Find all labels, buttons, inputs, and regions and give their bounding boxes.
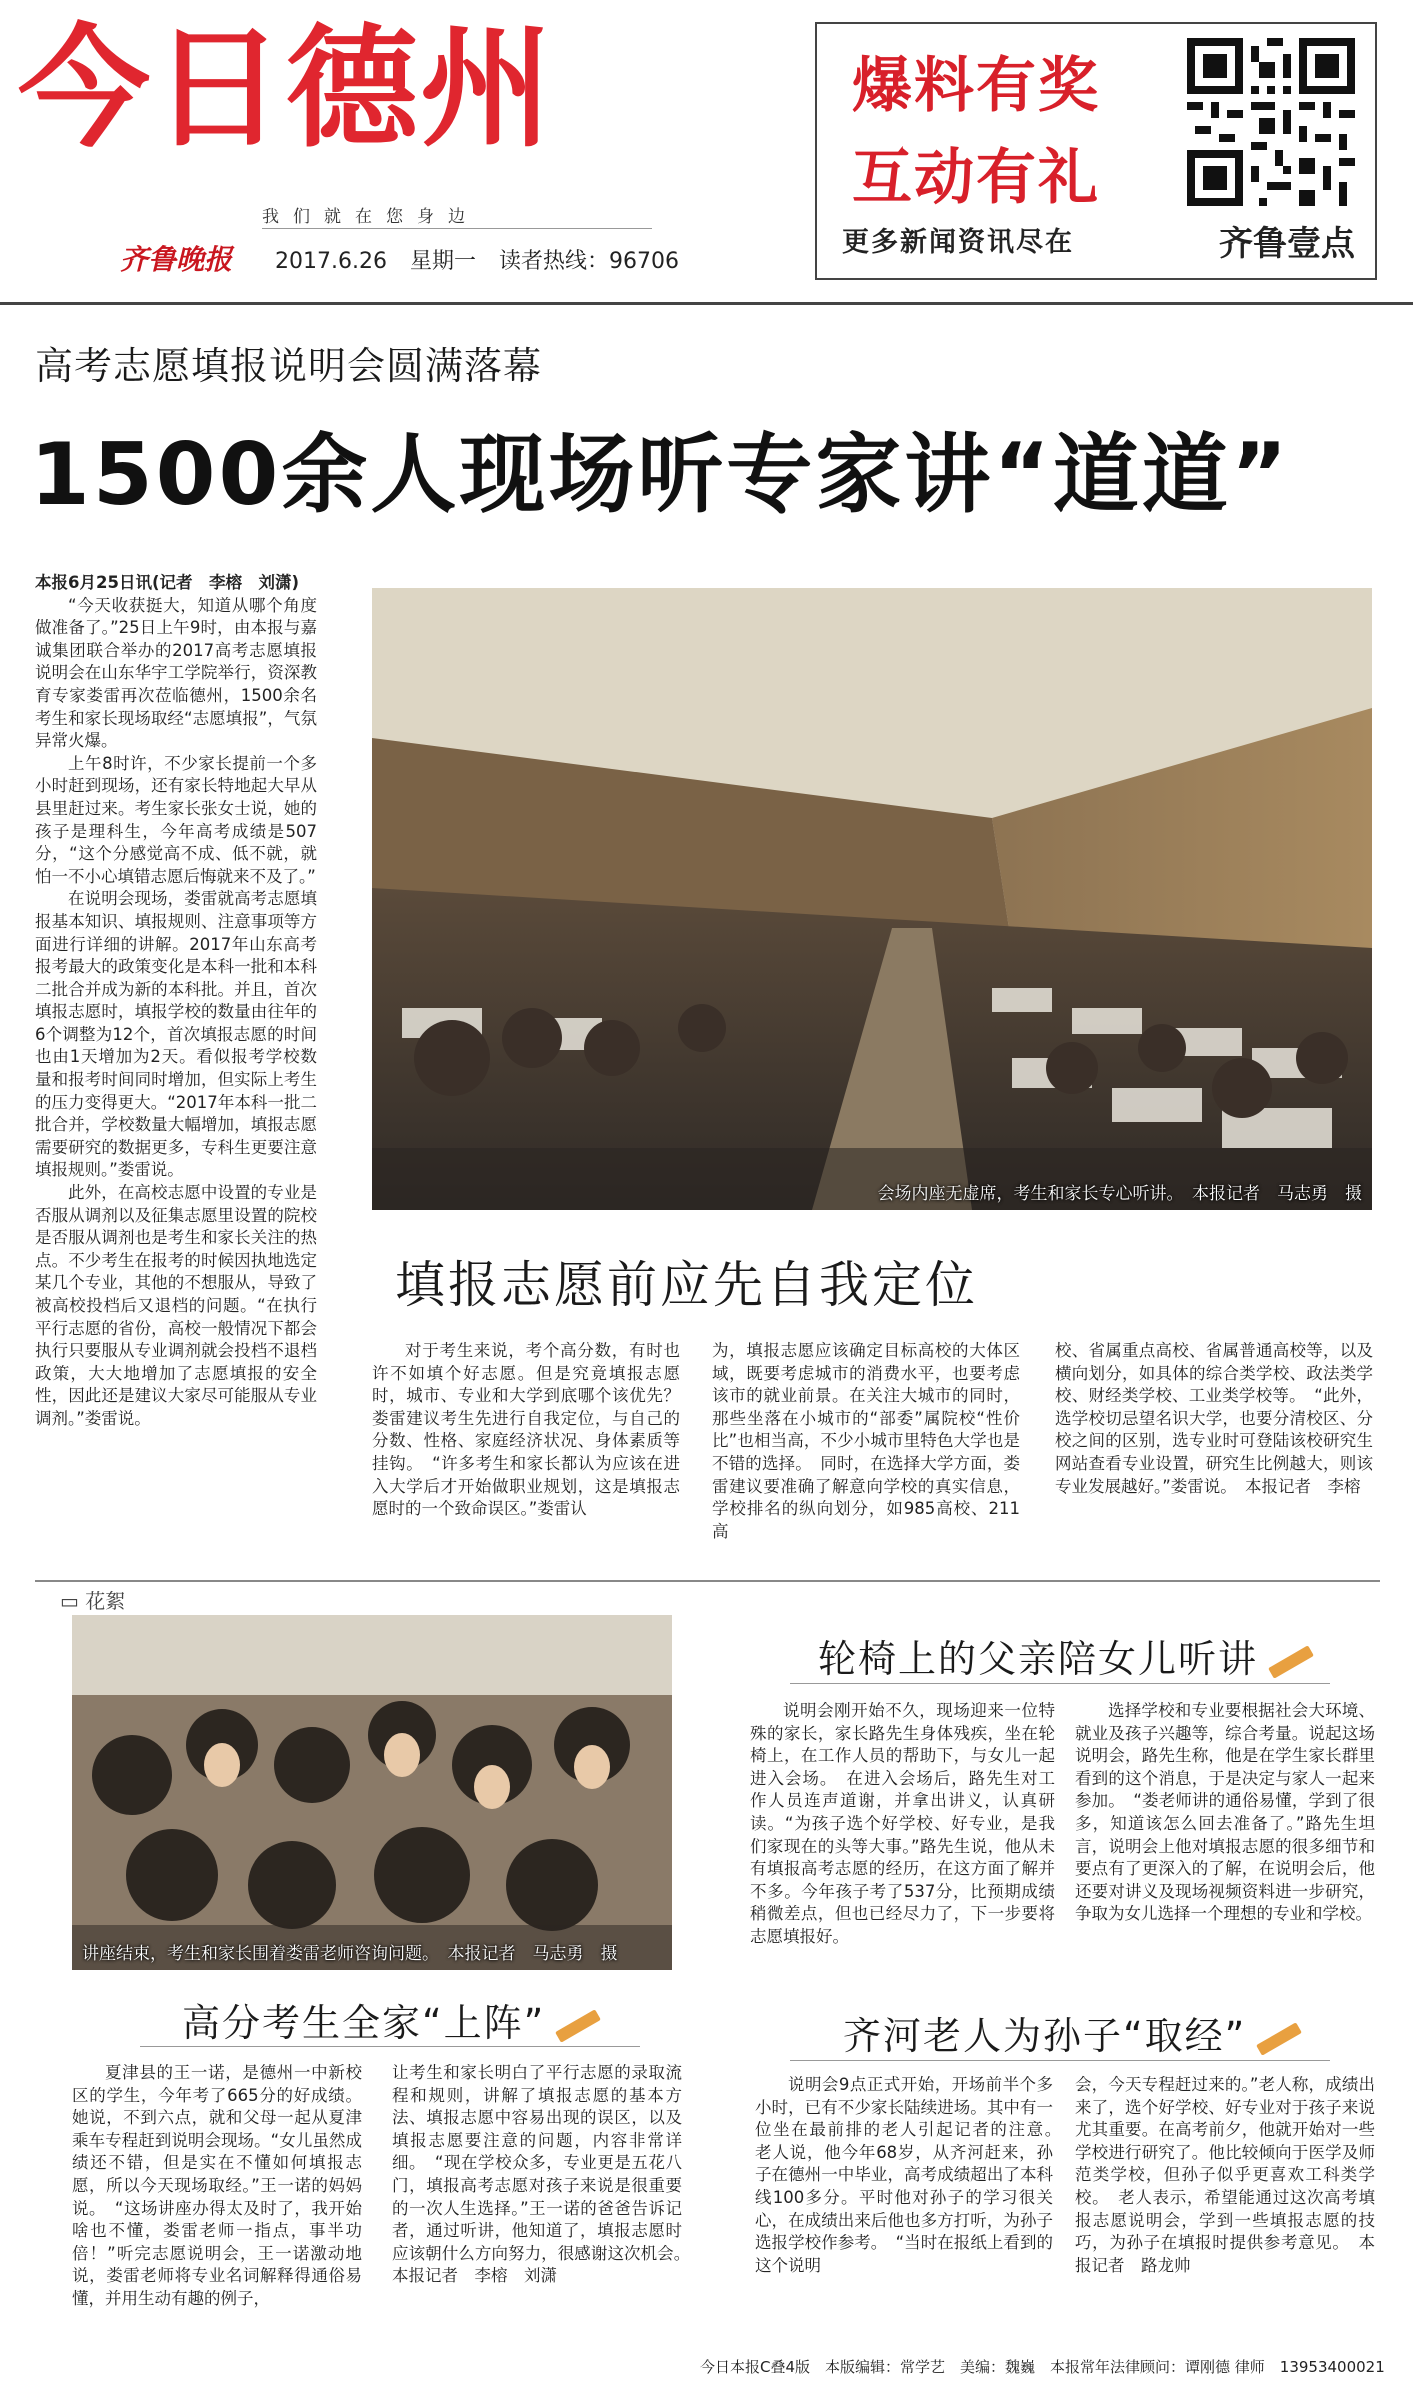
story-family-column-2 <box>392 2062 699 2347</box>
lead-paragraph: 上午8时许，不少家长提前一个多小时赶到现场，还有家长特地起大早从县里赶过来。考生家长张女士说，她的孩子是理科生，今年高考成绩是507分，“这个分感觉高不成、低不就，就怕一不小心填错志愿后悔就来不及了。” <box>35 753 317 886</box>
lead-byline: 本报6月25日讯(记者 李榕 刘潇) <box>35 573 300 592</box>
story-grandpa-column-2 <box>1075 2074 1375 2344</box>
masthead-divider <box>262 228 652 229</box>
huaxu-photo <box>72 1615 672 1970</box>
lead-photo <box>372 588 1372 1210</box>
promo-ad-box <box>815 22 1377 280</box>
story-wheelchair-text: 说明会刚开始不久，现场迎来一位特殊的家长，家长路先生身体残疾，坐在轮椅上，在工作人员的帮助下，与女儿一起进入会场。 在进入会场后，路先生对工作人员连声道谢，并拿出讲义，认真研读。“为孩子选个好学校、好专业，是我们家现在的头等大事。”路先生说，他从未有填报高考志愿的经历，在这方面了解并不多。今年孩子考了537分，比预期成绩稍微差点，但也已经尽力了，下一步要将志愿填报好。 <box>750 1701 1055 1946</box>
story-family-title-text: 高分考生全家“上阵” <box>182 2001 546 2045</box>
publication-name: 齐鲁晚报 <box>120 243 233 276</box>
ad-line-2: 互动有礼 <box>852 143 1100 213</box>
lead-subhead: 高考志愿填报说明会圆满落幕 <box>35 344 543 388</box>
story-family-underline <box>140 2046 640 2047</box>
pencil-icon <box>1268 1645 1314 1678</box>
pencil-icon <box>555 2009 601 2042</box>
story-family-title <box>182 1992 601 2047</box>
masthead-slogan: 我们就在您身边 <box>262 207 479 227</box>
section1-column-2 <box>712 1340 1020 1555</box>
qr-code-icon[interactable] <box>1187 38 1355 206</box>
story-grandpa-underline <box>790 2060 1330 2061</box>
crowd-image <box>72 1615 672 1970</box>
ad-line-1: 爆料有奖 <box>852 51 1100 121</box>
section1-title: 填报志愿前应先自我定位 <box>395 1256 978 1314</box>
story-family-text: 让考生和家长明白了平行志愿的录取流程和规则，讲解了填报志愿的基本方法、填报志愿中容易出现的误区，以及填报志愿要注意的问题，内容非常详细。 “现在学校众多，专业更是五花八门，填报高考志愿对孩子来说是很重要的一次人生选择。”王一诺的爸爸告诉记者，通过听讲，他知道了，填报志愿时应该朝什么方向努力，很感谢这次机会。 本报记者 李榕 刘潇 <box>392 2063 699 2286</box>
masthead-title: 今日德州 <box>18 12 554 166</box>
story-grandpa-title <box>843 2005 1302 2060</box>
story-wheelchair-title-text: 轮椅上的父亲陪女儿听讲 <box>818 1637 1259 1681</box>
section1-text: 为，填报志愿应该确定目标高校的大体区域，既要考虑城市的消费水平，也要考虑该市的就业前景。在关注大城市的同时，那些坐落在小城市的“部委”属院校“性价比”也相当高，不少小城市里特色大学也是不错的选择。 同时，在选择大学方面，娄雷建议要准确了解意向学校的真实信息，学校排名的纵向划分，如985高校、211高 <box>712 1341 1020 1541</box>
story-wheelchair-column-1 <box>750 1700 1055 1990</box>
reader-hotline: 读者热线：96706 <box>498 249 679 274</box>
ad-line-3: 更多新闻资讯尽在 <box>842 227 1074 258</box>
lead-paragraph: “今天收获挺大，知道从哪个角度做准备了。”25日上午9时，由本报与嘉诚集团联合举办的2017高考志愿填报说明会在山东华宇工学院举行，资深教育专家娄雷再次莅临德州，1500余名考生和家长现场取经“志愿填报”，气氛异常火爆。 <box>35 595 317 751</box>
section1-text: 对于考生来说，考个高分数，有时也许不如填个好志愿。但是究竟填报志愿时，城市、专业和大学到底哪个该优先？娄雷建议考生先进行自我定位，与自己的分数、性格、家庭经济状况、身体素质等挂钩。 “许多考生和家长都认为应该在进入大学后才开始做职业规划，这是填报志愿时的一个致命误区。”娄雷认 <box>372 1341 680 1519</box>
story-wheelchair-text: 选择学校和专业要根据社会大环境、就业及孩子兴趣等，综合考量。说起这场说明会，路先生称，他是在学生家长群里看到的这个消息，于是决定与家人一起来参加。 “娄老师讲的通俗易懂，学到了很多，知道该怎么回去准备了。”路先生坦言，说明会上他对填报志愿的很多细节和要点有了更深入的了解，在说明会后，他还要对讲义及现场视频资料进一步研究，争取为女儿选择一个理想的专业和学校。 <box>1075 1701 1375 1924</box>
lead-paragraph: 此外，在高校志愿中设置的专业是否服从调剂以及征集志愿里设置的院校是否服从调剂也是考生和家长关注的热点。不少考生在报考的时候因执地选定某几个专业，其他的不想服从，导致了被高校投档后又退档的问题。“在执行平行志愿的省份，高校一般情况下都会执行只要服从专业调剂就会投档不退档政策，大大地增加了志愿填报的安全性，因此还是建议大家尽可能服从专业调剂。”娄雷说。 <box>35 1183 317 1428</box>
story-grandpa-column-1 <box>755 2074 1070 2344</box>
issue-weekday: 星期一 <box>409 249 476 274</box>
issue-date: 2017.6.26 <box>275 249 387 274</box>
auditorium-image <box>372 588 1372 1210</box>
masthead-rule <box>0 302 1413 305</box>
ad-brand: 齐鲁壹点 <box>1219 224 1355 264</box>
story-wheelchair-underline <box>790 1683 1330 1684</box>
lead-photo-caption: 会场内座无虚席，考生和家长专心听讲。 本报记者 马志勇 摄 <box>877 1184 1362 1204</box>
story-wheelchair-title <box>818 1628 1314 1683</box>
section1-column-3 <box>1055 1340 1373 1555</box>
story-family-text: 夏津县的王一诺，是德州一中新校区的学生，今年考了665分的好成绩。她说，不到六点，就和父母一起从夏津乘车专程赶到说明会现场。“女儿虽然成绩还不错，但是实在不懂如何填报志愿，所以今天现场取经。”王一诺的妈妈说。 “这场讲座办得太及时了，我开始啥也不懂，娄雷老师一指点，事半功倍！”听完志愿说明会，王一诺激动地说，娄雷老师将专业名词解释得通俗易懂，并用生动有趣的例子， <box>72 2063 362 2308</box>
section1-column-1 <box>372 1340 680 1555</box>
huaxu-photo-caption: 讲座结束，考生和家长围着娄雷老师咨询问题。 本报记者 马志勇 摄 <box>82 1944 618 1964</box>
dateline <box>275 244 695 275</box>
story-grandpa-text: 说明会9点正式开始，开场前半个多小时，已有不少家长陆续进场。其中有一位坐在最前排的老人引起记者的注意。 老人说，他今年68岁，从齐河赶来，孙子在德州一中毕业，高考成绩超出了本科线100多分。平时他对孙子的学习很关心，在成绩出来后他也多方打听，为孙子选报学校作参考。 “当时在报纸上看到的这个说明 <box>755 2075 1070 2275</box>
lead-paragraph: 在说明会现场，娄雷就高考志愿填报基本知识、填报规则、注意事项等方面进行详细的讲解。2017年山东高考报考最大的政策变化是本科一批和本科二批合并成为新的本科批。并且，首次填报志愿时，填报学校的数量由往年的6个调整为12个，首次填报志愿的时间也由1天增加为2天。看似报考学校数量和报考时间同时增加，但实际上考生的压力变得更大。“2017年本科一批二批合并，学校数量大幅增加，填报志愿需要研究的数据更多，专科生更要注意填报规则。”娄雷说。 <box>35 889 317 1180</box>
story-wheelchair-column-2 <box>1075 1700 1375 1990</box>
page-footer: 今日本报C叠4版 本版编辑：常学艺 美编：魏巍 本报常年法律顾问：谭刚德 律师 13953400021 <box>700 2358 1385 2376</box>
story-family-column-1 <box>72 2062 362 2347</box>
lead-headline: 1500余人现场听专家讲“道道” <box>30 425 1291 525</box>
lead-body-column <box>35 572 317 1522</box>
story-grandpa-text: 会，今天专程赶过来的。”老人称，成绩出来了，选个好学校、好专业对于孩子来说尤其重要。在高考前夕，他就开始对一些学校进行研究了。他比较倾向于医学及师范类学校，但孙子似乎更喜欢工科类学校。 老人表示，希望能通过这次高考填报志愿说明会，学到一些填报志愿的技巧，为孙子在填报时提供参考意见。 本报记者 路龙帅 <box>1075 2075 1375 2275</box>
sidebar-label-text: 花絮 <box>85 1589 126 1613</box>
sidebar-label: ▭ 花絮 <box>60 1589 126 1613</box>
story-grandpa-title-text: 齐河老人为孙子“取经” <box>843 2014 1247 2058</box>
pencil-icon <box>1256 2022 1302 2055</box>
sidebar-divider <box>35 1580 1380 1604</box>
section1-text: 校、省属重点高校、省属普通高校等，以及横向划分，如具体的综合类学校、政法类学校、财经类学校、工业类学校等。 “此外，选学校切忌望名识大学，也要分清校区、分校之间的区别，选专业时可登陆该校研究生网站查看专业设置，研究生比例越大，则该专业发展越好。”娄雷说。 本报记者 李榕 <box>1055 1341 1373 1496</box>
